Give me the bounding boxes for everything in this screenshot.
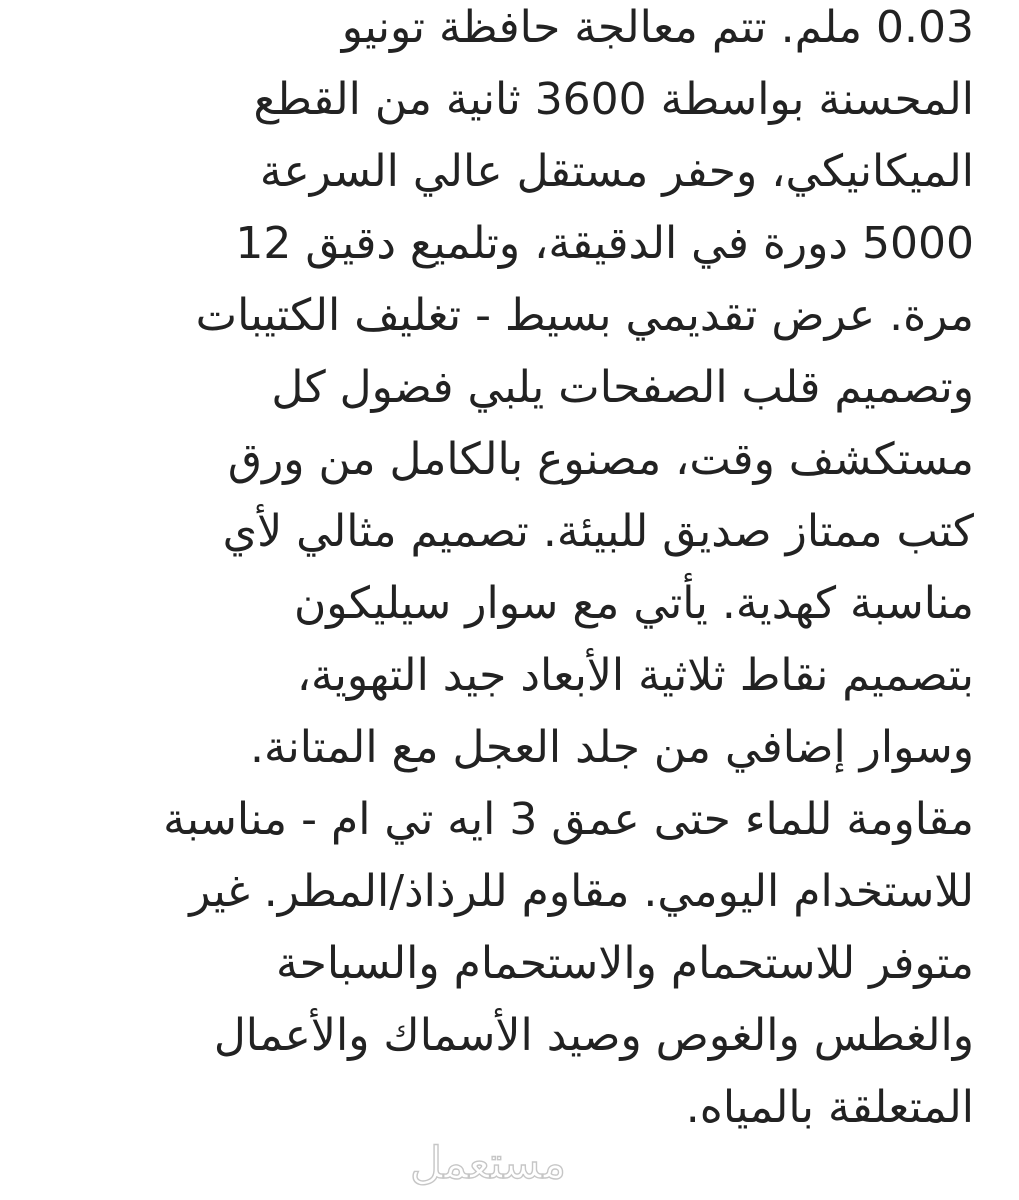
description-line-12: مقاومة للماء حتى عمق 3 ايه تي ام - مناسبة <box>163 794 974 845</box>
watermark-logo: مستعمل <box>410 1138 567 1189</box>
description-line-16: المتعلقة بالمياه. <box>685 1082 974 1133</box>
description-line-14: متوفر للاستحمام والاستحمام والسباحة <box>276 938 974 989</box>
description-line-3: الميكانيكي، وحفر مستقل عالي السرعة <box>259 146 974 197</box>
description-line-5: مرة. عرض تقديمي بسيط - تغليف الكتيبات <box>195 290 974 341</box>
description-line-11: وسوار إضافي من جلد العجل مع المتانة. <box>249 722 974 773</box>
description-line-7: مستكشف وقت، مصنوع بالكامل من ورق <box>227 434 974 485</box>
description-line-6: وتصميم قلب الصفحات يلبي فضول كل <box>271 362 974 413</box>
description-line-8: كتب ممتاز صديق للبيئة. تصميم مثالي لأي <box>222 506 974 557</box>
description-line-10: بتصميم نقاط ثلاثية الأبعاد جيد التهوية، <box>296 650 974 701</box>
description-line-2: المحسنة بواسطة 3600 ثانية من القطع <box>253 74 974 125</box>
description-line-9: مناسبة كهدية. يأتي مع سوار سيليكون <box>293 578 974 629</box>
description-line-15: والغطس والغوص وصيد الأسماك والأعمال <box>213 1010 974 1061</box>
description-line-1: 0.03 ملم. تتم معالجة حافظة تونيو <box>341 2 974 53</box>
description-line-13: للاستخدام اليومي. مقاوم للرذاذ/المطر. غير <box>189 866 974 917</box>
product-description <box>34 0 974 1144</box>
description-line-4: 5000 دورة في الدقيقة، وتلميع دقيق 12 <box>235 218 974 269</box>
